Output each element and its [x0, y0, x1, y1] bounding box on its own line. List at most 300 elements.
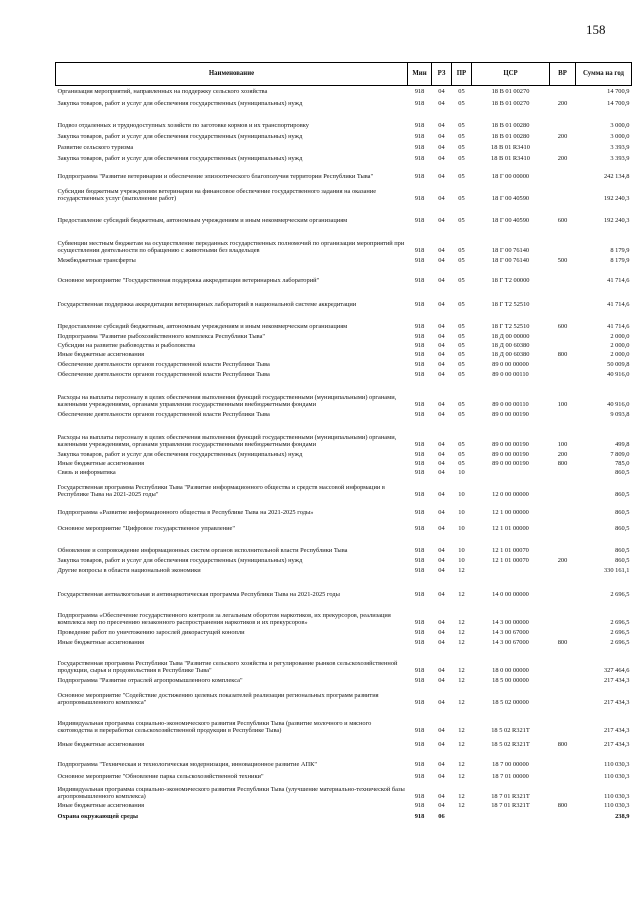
row-min-cell: 918 [414, 217, 425, 225]
row-pr-cell: 05 [458, 144, 465, 152]
row-csr-cell: 12 1 00 00000 [492, 509, 529, 517]
row-sum-cell: 8 179,9 [610, 247, 630, 255]
row-csr-cell [472, 565, 550, 575]
row-csr-cell: 18 7 01 00000 [492, 773, 529, 781]
row-csr-cell: 14 3 00 67000 [492, 629, 529, 637]
row-name-cell: Основное мероприятие "Цифровое государственное управление" [57, 525, 235, 533]
row-sum-cell: 41 714,6 [607, 301, 630, 309]
row-name-cell: Субсидии на развитие рыбоводства и рыболовства [57, 342, 196, 350]
row-csr-cell: 14 3 00 67000 [492, 639, 529, 647]
column-header-rz: РЗ [432, 63, 452, 86]
row-name-cell: Подпрограмма "Развитие ветеринарии и обеспечение эпизоотического благополучия территории Республики Тыва" [57, 173, 374, 181]
row-min-cell: 918 [414, 144, 425, 152]
row-vr-cell [550, 599, 576, 627]
row-rz-cell: 04 [438, 491, 445, 499]
row-sum-cell: 40 916,0 [607, 371, 630, 379]
row-min-cell: 918 [414, 277, 425, 285]
table-row [56, 203, 632, 225]
row-pr-cell: 05 [458, 333, 465, 341]
row-vr-cell [550, 675, 576, 685]
row-pr-cell: 10 [458, 509, 465, 517]
row-csr-cell: 18 5 02 00000 [492, 699, 529, 707]
row-vr-cell [550, 647, 576, 675]
row-csr-cell: 18 5 02 R321Т [491, 727, 530, 735]
row-vr-cell [550, 108, 576, 130]
row-name-cell: Иные бюджетные ассигнования [57, 351, 145, 359]
row-rz-cell: 04 [438, 257, 445, 265]
row-vr-cell [550, 533, 576, 555]
row-vr-cell: 200 [557, 451, 568, 459]
row-sum-cell: 192 240,3 [603, 195, 630, 203]
row-name-cell: Развитие сельского туризма [57, 144, 134, 152]
table-row [56, 309, 632, 331]
row-min-cell: 918 [414, 351, 425, 359]
row-rz-cell: 04 [438, 525, 445, 533]
row-min-cell: 918 [414, 401, 425, 409]
row-name-cell: Подпрограмма "Развитие отраслей агропромышленного комплекса" [57, 677, 243, 685]
row-name-cell: Индивидуальная программа социально-экономического развития Республики Тыва (улучшение материально-технической базы агропромышленного комплекса) [57, 785, 405, 801]
row-sum-cell: 2 000,0 [610, 333, 630, 341]
row-csr-cell: 89 0 00 00190 [492, 460, 529, 468]
row-sum-cell: 41 714,6 [607, 277, 630, 285]
row-sum-cell: 2 696,5 [610, 619, 630, 627]
budget-table [55, 62, 632, 821]
row-min-cell: 918 [414, 567, 425, 575]
row-name-cell: Подвоз отдаленных и труднодоступных хозяйств по заготовке кормов и их транспортировку [57, 122, 309, 130]
row-csr-cell: 18 Г 00 00000 [491, 173, 530, 181]
row-sum-cell: 2 696,5 [610, 591, 630, 599]
row-vr-cell: 800 [557, 460, 568, 468]
row-sum-cell: 41 714,6 [607, 323, 630, 331]
row-sum-cell: 14 700,9 [607, 100, 630, 108]
row-name-cell: Межбюджетные трансферты [57, 257, 136, 265]
row-min-cell: 918 [414, 460, 425, 468]
row-csr-cell: 18 В 01 00270 [491, 100, 530, 108]
row-sum-cell: 785,0 [615, 460, 630, 468]
row-pr-cell: 12 [458, 619, 465, 627]
row-min-cell: 918 [414, 155, 425, 163]
row-rz-cell: 04 [438, 195, 445, 203]
row-name-cell: Подпрограмма "Развитие рыбохозяйственного комплекса Республики Тыва" [57, 333, 266, 341]
row-csr-cell: 18 Д 00 60380 [491, 342, 530, 350]
row-rz-cell: 04 [438, 155, 445, 163]
row-csr-cell: 14 3 00 00000 [492, 619, 529, 627]
row-csr-cell: 18 В 01 00270 [491, 88, 530, 96]
row-rz-cell: 04 [438, 802, 445, 810]
row-sum-cell: 860,5 [615, 509, 630, 517]
row-csr-cell: 18 7 01 R321Т [491, 802, 530, 810]
table-row [56, 599, 632, 627]
row-csr-cell: 18 Д 00 60380 [491, 351, 530, 359]
row-rz-cell: 04 [438, 144, 445, 152]
row-pr-cell: 05 [458, 247, 465, 255]
row-rz-cell: 04 [438, 323, 445, 331]
table-row [56, 499, 632, 517]
row-vr-cell: 500 [557, 257, 568, 265]
row-rz-cell: 04 [438, 351, 445, 359]
table-row [56, 769, 632, 781]
row-pr-cell: 10 [458, 469, 465, 477]
row-rz-cell: 04 [438, 793, 445, 801]
row-name-cell: Подпрограмма "Техническая и технологическая модернизация, инновационное развитие АПК" [57, 761, 318, 769]
table-row [56, 265, 632, 285]
row-min-cell: 918 [414, 667, 425, 675]
row-pr-cell: 05 [458, 301, 465, 309]
row-min-cell: 918 [414, 88, 425, 96]
row-vr-cell [550, 499, 576, 517]
row-min-cell: 918 [414, 411, 425, 419]
column-header-pr: ПР [452, 63, 472, 86]
row-pr-cell: 12 [458, 677, 465, 685]
row-min-cell: 918 [414, 247, 425, 255]
row-sum-cell: 2 000,0 [610, 351, 630, 359]
row-pr-cell: 05 [458, 155, 465, 163]
row-vr-cell [550, 749, 576, 769]
table-row [56, 517, 632, 533]
row-rz-cell: 04 [438, 173, 445, 181]
row-csr-cell: 89 0 00 00190 [492, 451, 529, 459]
row-name-cell: Подпрограмма «Развитие информационного общества в Республике Тыва на 2021-2025 годы» [57, 509, 314, 517]
row-min-cell: 918 [414, 773, 425, 781]
row-csr-cell: 18 Г Т2 00000 [491, 277, 530, 285]
row-csr-cell: 89 0 00 00110 [492, 371, 529, 379]
table-row [56, 735, 632, 749]
row-pr-cell: 12 [458, 667, 465, 675]
row-vr-cell [550, 477, 576, 499]
column-header-name: Наименование [56, 63, 408, 86]
row-pr-cell: 10 [458, 547, 465, 555]
table-row [56, 781, 632, 801]
row-sum-cell: 8 179,9 [610, 257, 630, 265]
row-min-cell: 918 [414, 591, 425, 599]
row-pr-cell: 05 [458, 323, 465, 331]
row-sum-cell: 7 809,0 [610, 451, 630, 459]
row-name-cell: Субсидии бюджетным учреждениям ветеринарии на финансовое обеспечение государственного задания на оказание государственных услуг (выполнение работ) [57, 187, 377, 203]
row-csr-cell: 18 В 01 00280 [491, 122, 530, 130]
row-vr-cell [550, 341, 576, 350]
row-name-cell: Государственная антиалкогольная и антинаркотическая программа Республики Тыва на 2021-2025 годы [57, 591, 340, 599]
table-row [56, 369, 632, 379]
row-vr-cell [550, 707, 576, 735]
table-row [56, 749, 632, 769]
row-name-cell: Основное мероприятие "Обновление парка сельскохозяйственной техники" [57, 773, 264, 781]
row-rz-cell: 04 [438, 591, 445, 599]
row-vr-cell [550, 285, 576, 309]
row-sum-cell: 860,5 [615, 491, 630, 499]
row-sum-cell: 860,5 [615, 469, 630, 477]
row-name-cell: Закупка товаров, работ и услуг для обеспечения государственных (муниципальных) нужд [57, 100, 303, 108]
row-csr-cell: 18 В 01 R3410 [491, 144, 530, 152]
table-row [56, 141, 632, 152]
row-name-cell: Другие вопросы в области национальной экономики [57, 567, 201, 575]
row-sum-cell: 40 916,0 [607, 401, 630, 409]
row-sum-cell: 217 434,3 [603, 741, 630, 749]
row-rz-cell: 04 [438, 342, 445, 350]
column-header-min: Мин [408, 63, 432, 86]
row-pr-cell: 05 [458, 195, 465, 203]
table-row [56, 409, 632, 419]
table-row [56, 225, 632, 255]
row-sum-cell: 3 000,0 [610, 122, 630, 130]
row-min-cell: 918 [414, 333, 425, 341]
row-rz-cell: 04 [438, 699, 445, 707]
row-name-cell: Обновление и сопровождение информационных систем органов исполнительной власти Республики Тыва [57, 547, 348, 555]
row-min-cell: 918 [414, 699, 425, 707]
row-pr-cell: 05 [458, 88, 465, 96]
row-pr-cell: 12 [458, 629, 465, 637]
table-row [56, 685, 632, 707]
table-row [56, 163, 632, 181]
row-sum-cell: 330 161,1 [603, 567, 630, 575]
row-vr-cell [550, 517, 576, 533]
row-min-cell: 918 [414, 619, 425, 627]
row-min-cell: 918 [414, 173, 425, 181]
row-name-cell: Закупка товаров, работ и услуг для обеспечения государственных (муниципальных) нужд [57, 451, 303, 459]
row-min-cell: 918 [414, 761, 425, 769]
row-pr-cell: 05 [458, 411, 465, 419]
row-csr-cell: 89 0 00 00190 [492, 411, 529, 419]
table-row [56, 108, 632, 130]
row-sum-cell: 3 000,0 [610, 133, 630, 141]
table-row [56, 627, 632, 637]
row-pr-cell: 05 [458, 371, 465, 379]
row-name-cell: Закупка товаров, работ и услуг для обеспечения государственных (муниципальных) нужд [57, 155, 303, 163]
row-vr-cell: 800 [557, 741, 568, 749]
row-min-cell: 918 [414, 257, 425, 265]
row-csr-cell [472, 468, 550, 477]
table-row [56, 675, 632, 685]
row-vr-cell: 800 [557, 351, 568, 359]
row-name-cell: Предоставление субсидий бюджетным, автономным учреждениям и иным некоммерческим организациям [57, 217, 348, 225]
row-rz-cell: 04 [438, 773, 445, 781]
row-csr-cell: 18 Г 00 76140 [491, 257, 530, 265]
row-name-cell: Обеспечение деятельности органов государственной власти Республики Тыва [57, 411, 270, 419]
row-name-cell: Закупка товаров, работ и услуг для обеспечения государственных (муниципальных) нужд [57, 557, 303, 565]
row-vr-cell [550, 369, 576, 379]
row-rz-cell: 04 [438, 547, 445, 555]
row-rz-cell: 04 [438, 469, 445, 477]
table-body [56, 86, 632, 821]
row-min-cell: 918 [414, 525, 425, 533]
row-pr-cell: 12 [458, 773, 465, 781]
row-pr-cell: 10 [458, 557, 465, 565]
row-name-cell: Иные бюджетные ассигнования [57, 802, 145, 810]
row-rz-cell: 04 [438, 411, 445, 419]
row-pr-cell: 05 [458, 257, 465, 265]
row-vr-cell: 200 [557, 100, 568, 108]
column-header-csr: ЦСР [472, 63, 550, 86]
row-sum-cell: 860,5 [615, 547, 630, 555]
row-vr-cell: 200 [557, 155, 568, 163]
row-rz-cell: 04 [438, 639, 445, 647]
row-rz-cell: 04 [438, 741, 445, 749]
row-csr-cell: 18 7 01 R321Т [491, 793, 530, 801]
row-vr-cell [550, 331, 576, 341]
row-rz-cell: 04 [438, 460, 445, 468]
row-name-cell: Расходы на выплаты персоналу в целях обеспечения выполнения функций государственными (муниципальными) органами, казенными учреждениями, органами управления государственными внебюджетными фондами [57, 393, 397, 409]
row-min-cell: 918 [414, 802, 425, 810]
row-sum-cell: 242 134,8 [603, 173, 630, 181]
row-csr-cell: 18 Г 00 76140 [491, 247, 530, 255]
table-row [56, 477, 632, 499]
row-sum-cell: 860,5 [615, 557, 630, 565]
row-sum-cell: 217 434,3 [603, 727, 630, 735]
row-min-cell: 918 [414, 793, 425, 801]
row-name-cell: Основное мероприятие "Государственная поддержка аккредитации ветеринарных лабораторий" [57, 277, 320, 285]
table-row [56, 637, 632, 647]
row-rz-cell: 04 [438, 133, 445, 141]
row-csr-cell: 18 5 02 R321Т [491, 741, 530, 749]
row-sum-cell: 2 696,5 [610, 639, 630, 647]
row-rz-cell: 04 [438, 619, 445, 627]
table-row [56, 86, 632, 96]
row-pr-cell: 12 [458, 727, 465, 735]
row-name-cell: Субвенции местным бюджетам на осуществление переданных государственных полномочий по организации мероприятий при осуществлении деятельности по обращению с животными без владельцев [57, 239, 405, 255]
row-vr-cell [550, 225, 576, 255]
row-sum-cell: 217 434,3 [603, 677, 630, 685]
row-pr-cell: 12 [458, 699, 465, 707]
row-sum-cell: 192 240,3 [603, 217, 630, 225]
row-min-cell: 918 [414, 323, 425, 331]
row-pr-cell: 12 [458, 793, 465, 801]
table-row [56, 565, 632, 575]
row-name-cell: Связь и информатика [57, 469, 116, 477]
row-pr-cell: 05 [458, 460, 465, 468]
table-row [56, 575, 632, 599]
table-row [56, 449, 632, 459]
row-pr-cell: 12 [458, 639, 465, 647]
row-csr-cell: 18 В 01 R3410 [491, 155, 530, 163]
row-sum-cell: 327 464,6 [603, 667, 630, 675]
row-csr-cell: 18 7 00 00000 [492, 761, 529, 769]
row-sum-cell: 499,8 [615, 441, 630, 449]
row-pr-cell: 05 [458, 100, 465, 108]
row-vr-cell [550, 265, 576, 285]
table-row [56, 801, 632, 810]
row-sum-cell: 14 700,9 [607, 88, 630, 96]
row-min-cell: 918 [414, 301, 425, 309]
table-row [56, 152, 632, 163]
row-vr-cell [550, 409, 576, 419]
row-vr-cell [550, 627, 576, 637]
row-pr-cell: 10 [458, 491, 465, 499]
row-pr-cell: 12 [458, 741, 465, 749]
row-vr-cell: 600 [557, 323, 568, 331]
row-pr-cell: 05 [458, 361, 465, 369]
row-name-cell: Основное мероприятие "Содействие достижению целевых показателей реализации региональных программ развития агропромышленного комплекса" [57, 691, 379, 707]
row-vr-cell [550, 781, 576, 801]
row-vr-cell: 100 [557, 401, 568, 409]
row-rz-cell: 04 [438, 88, 445, 96]
row-rz-cell: 04 [438, 333, 445, 341]
row-csr-cell: 18 Г 00 40590 [491, 195, 530, 203]
row-pr-cell: 05 [458, 342, 465, 350]
row-min-cell: 918 [414, 491, 425, 499]
row-csr-cell: 12 1 01 00000 [492, 525, 529, 533]
row-sum-cell: 217 434,3 [603, 699, 630, 707]
row-rz-cell: 04 [438, 451, 445, 459]
row-vr-cell: 600 [557, 217, 568, 225]
row-sum-cell: 238,9 [615, 813, 630, 821]
row-csr-cell: 12 0 00 00000 [492, 491, 529, 499]
row-pr-cell [452, 810, 472, 821]
row-min-cell: 918 [414, 639, 425, 647]
row-vr-cell: 100 [557, 441, 568, 449]
row-min-cell: 918 [414, 813, 425, 821]
row-vr-cell [550, 565, 576, 575]
row-rz-cell: 04 [438, 441, 445, 449]
row-rz-cell: 04 [438, 629, 445, 637]
row-vr-cell [550, 141, 576, 152]
row-pr-cell: 12 [458, 761, 465, 769]
page-number: 158 [586, 22, 606, 37]
row-name-cell: Иные бюджетные ассигнования [57, 639, 145, 647]
row-rz-cell: 04 [438, 122, 445, 130]
row-csr-cell: 18 Г Т2 52510 [491, 301, 530, 309]
column-header-vr: ВР [550, 63, 576, 86]
row-sum-cell: 110 030,3 [604, 793, 630, 801]
row-name-cell: Иные бюджетные ассигнования [57, 460, 145, 468]
row-csr-cell: 18 5 00 00000 [492, 677, 529, 685]
row-pr-cell: 05 [458, 441, 465, 449]
row-rz-cell: 04 [438, 371, 445, 379]
table-row [56, 555, 632, 565]
table-row [56, 130, 632, 141]
table-header-row [56, 63, 632, 86]
row-csr-cell: 12 1 01 00070 [492, 547, 529, 555]
row-rz-cell: 04 [438, 667, 445, 675]
table-row [56, 647, 632, 675]
row-sum-cell: 3 393,9 [610, 144, 630, 152]
row-rz-cell: 04 [438, 217, 445, 225]
row-min-cell: 918 [414, 100, 425, 108]
row-name-cell: Проведение работ по уничтожению зарослей дикорастущей конопли [57, 629, 245, 637]
row-csr-cell: 18 В 01 00280 [491, 133, 530, 141]
table-row [56, 359, 632, 369]
row-csr-cell: 12 1 01 00070 [492, 557, 529, 565]
row-pr-cell: 05 [458, 277, 465, 285]
row-vr-cell [550, 810, 576, 821]
row-rz-cell: 04 [438, 247, 445, 255]
row-vr-cell [550, 468, 576, 477]
row-name-cell: Закупка товаров, работ и услуг для обеспечения государственных (муниципальных) нужд [57, 133, 303, 141]
row-name-cell: Индивидуальная программа социально-экономического развития Республики Тыва (развитие молочного и мясного скотоводства и переработки сельскохозяйственной продукции в Республике Тыва) [57, 719, 372, 735]
row-pr-cell: 05 [458, 133, 465, 141]
row-pr-cell: 05 [458, 401, 465, 409]
row-name-cell: Государственная программа Республики Тыва "Развитие информационного общества и средств массовой информации в Республике Тыва на 2021-2025 годы" [57, 483, 385, 499]
row-name-cell: Организация мероприятий, направленных на поддержку сельского хозяйства [57, 88, 268, 96]
row-sum-cell: 3 393,9 [610, 155, 630, 163]
row-csr-cell: 18 Д 00 00000 [491, 333, 530, 341]
row-vr-cell [550, 181, 576, 203]
row-min-cell: 918 [414, 629, 425, 637]
table-row [56, 181, 632, 203]
row-sum-cell: 110 030,3 [604, 802, 630, 810]
row-min-cell: 918 [414, 727, 425, 735]
row-sum-cell: 9 093,8 [610, 411, 630, 419]
row-csr-cell: 89 0 00 00190 [492, 441, 529, 449]
row-pr-cell: 05 [458, 217, 465, 225]
row-min-cell: 918 [414, 547, 425, 555]
row-rz-cell: 06 [438, 813, 445, 821]
row-vr-cell [550, 685, 576, 707]
row-sum-cell: 50 009,8 [607, 361, 630, 369]
row-vr-cell: 800 [557, 639, 568, 647]
row-name-cell: Государственная поддержка аккредитации ветеринарных лабораторий в национальной системе аккредитации [57, 301, 357, 309]
row-min-cell: 918 [414, 677, 425, 685]
row-min-cell: 918 [414, 451, 425, 459]
row-vr-cell: 200 [557, 133, 568, 141]
